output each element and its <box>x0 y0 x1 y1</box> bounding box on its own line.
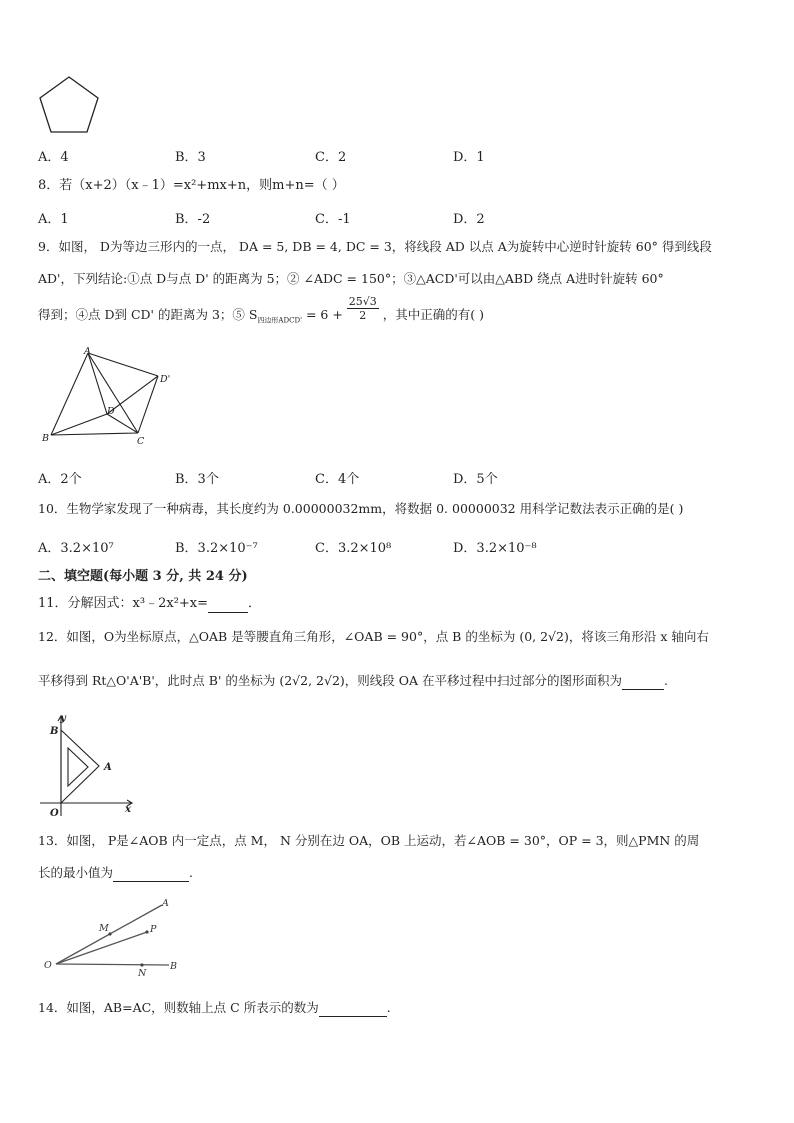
option-c[interactable]: C．-1 <box>315 212 351 227</box>
label-a: A <box>104 762 112 773</box>
q8-stem: 8．若（x+2）（x﹣1）=x²+mx+n，则m+n=（ ） <box>38 178 345 193</box>
label-p: P <box>150 924 157 935</box>
option-c[interactable]: C．2 <box>315 150 347 165</box>
label-x: x <box>125 804 131 815</box>
q13-line2: 长的最小值为 . <box>38 865 193 880</box>
label-y: y <box>60 713 66 724</box>
label-m: M <box>99 923 109 934</box>
option-b[interactable]: B．3个 <box>175 472 219 487</box>
q9-line2: AD'，下列结论:①点 D与点 D' 的距离为 5；② ∠ADC = 150°；③△ACD'可以由△ABD 绕点 A进时针旋转 60° <box>38 271 664 286</box>
q9-figure <box>40 344 180 448</box>
answer-blank[interactable] <box>319 998 387 1017</box>
answer-blank[interactable] <box>113 863 189 882</box>
option-b[interactable]: B．3.2×10⁻⁷ <box>175 541 258 556</box>
pentagon-figure <box>34 74 104 136</box>
q12-line2: 平移得到 Rt△O'A'B'，此时点 B' 的坐标为 (2√2, 2√2)，则线段 OA 在平移过程中扫过部分的图形面积为 . <box>38 673 668 688</box>
label-b: B <box>50 726 59 737</box>
label-b: B <box>42 433 49 444</box>
q9-line1: 9．如图， D为等边三形内的一点， DA = 5, DB = 4, DC = 3，将线段 AD 以点 A为旋转中心逆时针旋转 60° 得到线段 <box>38 239 712 254</box>
q12-figure <box>36 712 140 820</box>
q12-line1: 12．如图，O为坐标原点，△OAB 是等腰直角三角形，∠OAB = 90°，点 B 的坐标为 (0, 2√2)，将该三角形沿 x 轴向右 <box>38 629 709 644</box>
q8-options <box>38 208 598 226</box>
q13-line1: 13．如图， P是∠AOB 内一定点，点 M， N 分别在边 OA，OB 上运动，若∠AOB = 30°，OP = 3，则△PMN 的周 <box>38 833 700 848</box>
q11-stem: 11．分解因式：x³﹣2x²+x= ． <box>38 596 262 611</box>
option-d[interactable]: D．1 <box>453 150 485 165</box>
label-d-prime: D' <box>160 374 171 385</box>
q7-options <box>38 146 598 164</box>
option-d[interactable]: D．3.2×10⁻⁸ <box>453 541 537 556</box>
section-title: 二、填空题(每小题 3 分, 共 24 分) <box>38 569 248 584</box>
label-a: A <box>84 346 91 357</box>
label-c: C <box>137 436 145 447</box>
q14-stem: 14．如图，AB=AC，则数轴上点 C 所表示的数为 . <box>38 1000 391 1015</box>
option-c[interactable]: C．3.2×10⁸ <box>315 541 392 556</box>
option-c[interactable]: C．4个 <box>315 472 360 487</box>
answer-blank[interactable] <box>622 671 664 690</box>
q10-options <box>38 537 598 555</box>
label-n: N <box>138 968 147 979</box>
answer-blank[interactable] <box>208 594 248 613</box>
q9-options <box>38 468 598 486</box>
q13-figure <box>38 893 188 979</box>
option-a[interactable]: A．1 <box>38 212 69 227</box>
q9-line3: 得到；④点 D到 CD' 的距离为 3；⑤ $S_{四边形ADCD'} = 6$ + $\frac{25√3}{2}$ ，其中正确的有( ) <box>38 295 485 325</box>
option-a[interactable]: A．2个 <box>38 472 82 487</box>
label-o: O <box>50 808 59 819</box>
option-d[interactable]: D．2 <box>453 212 485 227</box>
label-a: A <box>162 898 169 909</box>
option-b[interactable]: B．3 <box>175 150 206 165</box>
label-d: D <box>107 406 115 417</box>
option-a[interactable]: A．3.2×10⁷ <box>38 541 114 556</box>
option-b[interactable]: B．-2 <box>175 212 211 227</box>
label-o: O <box>44 960 52 971</box>
label-b: B <box>170 961 177 972</box>
q10-stem: 10．生物学家发现了一种病毒，其长度约为 0.00000032mm，将数据 0. 00000032 用科学记数法表示正确的是( ) <box>38 501 684 516</box>
option-d[interactable]: D．5个 <box>453 472 498 487</box>
option-a[interactable]: A．4 <box>38 150 69 165</box>
